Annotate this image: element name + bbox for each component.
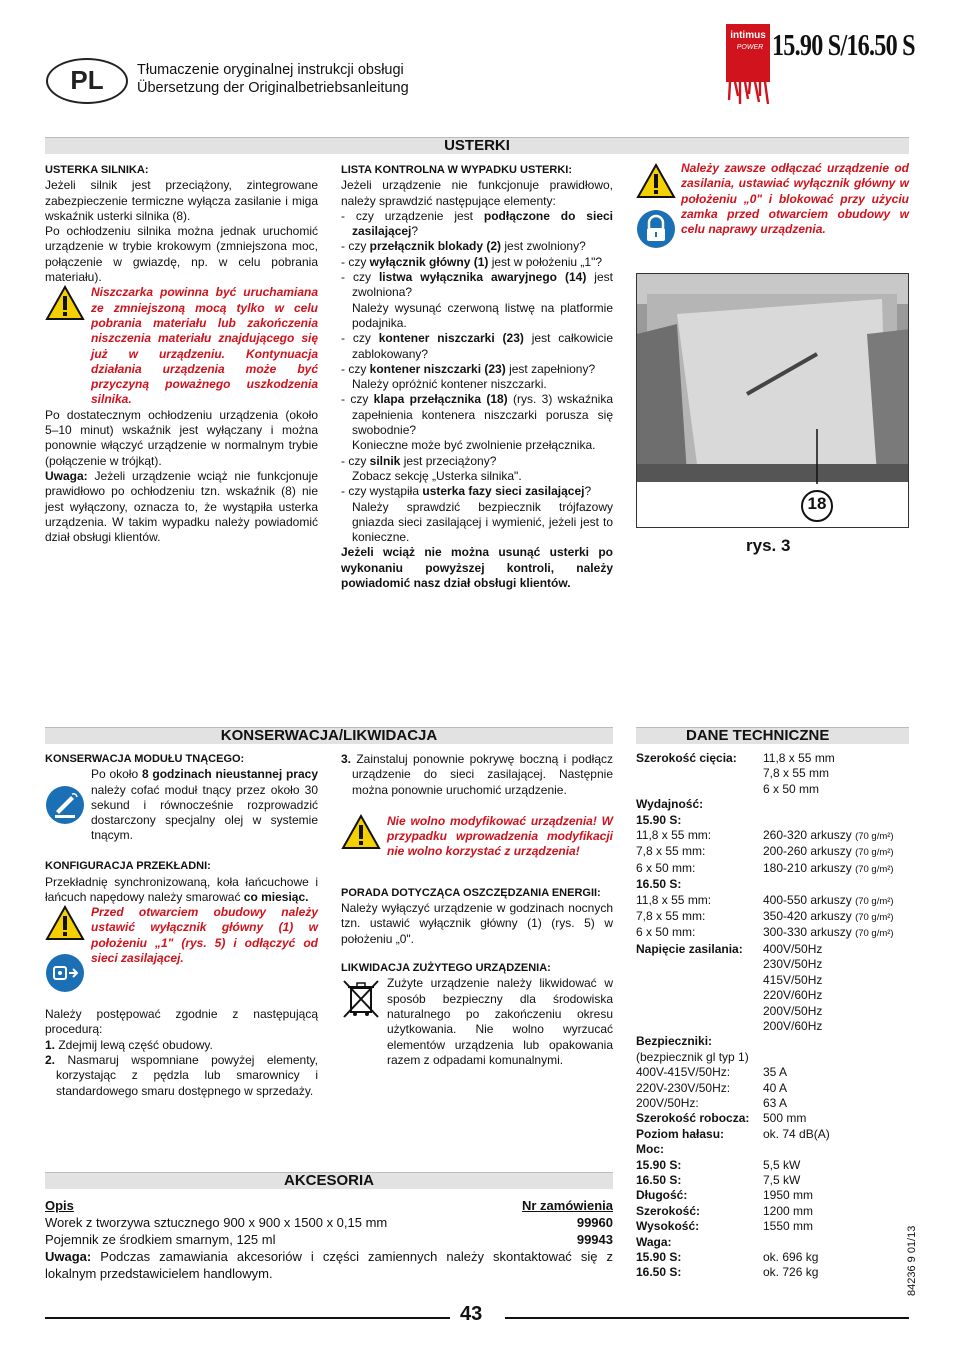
checklist-item-note: Należy opróżnić kontener niszczarki. (352, 377, 547, 392)
document-subtitle (137, 61, 409, 97)
tech-value (763, 1235, 894, 1250)
tech-label: 7,8 x 55 mm: (636, 844, 706, 859)
tech-value: 200V/60Hz (763, 1018, 823, 1033)
tech-label: 15.90 S: (636, 812, 682, 827)
checklist-item: - czy listwa wyłącznika awaryjnego (14) jest zwolniona? (341, 270, 613, 300)
tech-data-row (636, 1065, 894, 1080)
maintenance-right-column (341, 752, 613, 1068)
checklist-item: - czy wystąpiła usterka fazy sieci zasilającej? (341, 484, 592, 499)
figure-3-photo (636, 273, 909, 528)
tech-value: 5,5 kW (763, 1157, 801, 1172)
tech-data-row (636, 973, 894, 988)
tech-value: 415V/50Hz (763, 972, 823, 987)
tech-data-row (636, 1173, 894, 1188)
housing-warning-block (45, 905, 318, 1001)
footer-rule-right (505, 1317, 909, 1319)
accessory-row (45, 1231, 613, 1248)
tech-value: 500 mm (763, 1111, 807, 1126)
tech-data-row (636, 925, 894, 941)
warning-triangle-icon (636, 163, 676, 199)
tech-data-table (636, 751, 894, 1281)
tech-label: 16.50 S: (636, 1265, 682, 1280)
model-title: 15.90 S/16.50 S (772, 27, 915, 62)
tech-unit: (70 g/m²) (855, 847, 894, 859)
tech-value: 350-420 arkuszy (70 g/m²) (763, 909, 894, 924)
tech-data-row (636, 861, 894, 877)
tech-data-row (636, 1096, 894, 1111)
tech-value: 35 A (763, 1065, 788, 1080)
repair-warning-text: Należy zawsze odłączać urządzenie od zasilania, ustawiać wyłącznik główny w położeniu „0" i blokować przy użyciu zamka przed otwarciem obudowy w celu naprawy urządzenia. (681, 161, 909, 237)
tech-label (636, 973, 763, 988)
accessory-description: Worek z tworzywa sztucznego 900 x 900 x 1500 x 0,15 mm (45, 1215, 388, 1230)
checklist-intro: Jeżeli urządzenie nie funkcjonuje prawidłowo, należy sprawdzić następujące elementy: (341, 178, 613, 208)
tech-label: Wysokość: (636, 1219, 700, 1234)
tech-value: 1550 mm (763, 1219, 814, 1234)
tech-data-row (636, 1158, 894, 1173)
oil-maintenance-icon (45, 785, 85, 825)
photo-callout-18: 18 (807, 494, 827, 513)
gear-config-heading: KONFIGURACJA PRZEKŁADNI: (45, 860, 211, 873)
tech-value: 300-330 arkuszy (70 g/m²) (763, 925, 894, 940)
checklist-item: - czy kontener niszczarki (23) jest zapełniony? (341, 361, 596, 376)
tech-data-row (636, 957, 894, 972)
section-title-usterki: USTERKI (444, 137, 510, 154)
tech-data-row (636, 1019, 894, 1034)
tech-label: 11,8 x 55 mm: (636, 828, 712, 843)
tech-label: 16.50 S: (636, 1172, 682, 1187)
tech-label: 6 x 50 mm: (636, 925, 696, 940)
tech-unit: (70 g/m²) (855, 912, 894, 924)
tech-value: 1200 mm (763, 1203, 814, 1218)
checklist-item: - czy urządzenie jest podłączone do sieci zasilającej? (341, 208, 613, 239)
tech-value: 200V/50Hz (763, 1003, 823, 1018)
accessories-note: Uwaga: Podczas zamawiania akcesoriów i części zamiennych należy skontaktować się z lokalnym przedstawicielem handlowym. (45, 1249, 613, 1281)
cutting-module-text: Po około 8 godzinach nieustannej pracy należy cofać moduł tnący przez około 30 sekund i równocześnie rozprowadzić dostarczony specjalny olej w systemie tnącym. (91, 767, 318, 843)
warning-triangle-icon (45, 905, 85, 941)
section-title-akcesoria: AKCESORIA (283, 1172, 374, 1189)
cutting-module-heading: KONSERWACJA MODUŁU TNĄCEGO: (45, 753, 245, 765)
tech-data-row (636, 1250, 894, 1265)
tech-data-row (636, 877, 894, 892)
tech-label: Waga: (636, 1234, 672, 1249)
tech-value: ok. 74 dB(A) (763, 1126, 830, 1141)
tech-data-row (636, 828, 894, 844)
checklist-item: - czy silnik jest przeciążony? (341, 453, 497, 468)
tech-value: 200-260 arkuszy (70 g/m²) (763, 844, 894, 859)
checklist-item: - czy wyłącznik główny (1) jest w położeniu „1"? (341, 254, 603, 269)
tech-label: Długość: (636, 1188, 688, 1203)
tech-label: Poziom hałasu: (636, 1126, 725, 1141)
gear-config-text: Przekładnię synchronizowaną, koła łańcuchowe i łańcuch napędowy należy smarować co miesiąc. (45, 874, 318, 904)
checklist-final-note: Jeżeli wciąż nie można usunąć usterki po wykonaniu powyższej kontroli, należy powiadomić nasz dział obsługi klientów. (341, 545, 613, 591)
tech-label: 6 x 50 mm: (636, 860, 696, 875)
checklist-item: - czy kontener niszczarki (23) jest całkowicie zablokowany? (341, 331, 613, 361)
tech-label (636, 988, 763, 1003)
tech-value (763, 813, 894, 828)
tech-value (763, 1142, 894, 1157)
tech-label: (bezpiecznik gl typ 1) (636, 1049, 749, 1064)
maintenance-left-column (45, 752, 318, 1099)
motor-warning-block (45, 285, 318, 407)
tech-value (763, 797, 894, 812)
tech-value: 1950 mm (763, 1188, 814, 1203)
tech-value: 400V/50Hz (763, 941, 823, 956)
tech-data-row (636, 766, 894, 781)
accessories-table (45, 1197, 613, 1282)
tech-value: ok. 696 kg (763, 1250, 819, 1264)
accessory-description: Pojemnik ze środkiem smarnym, 125 ml (45, 1232, 276, 1247)
energy-tip-heading: PORADA DOTYCZĄCA OSZCZĘDZANIA ENERGII: (341, 886, 601, 899)
col-order-number: Nr zamówienia (521, 1198, 613, 1213)
subtitle-line-1: Tłumaczenie oryginalnej instrukcji obsługi (137, 62, 404, 78)
tech-data-row (636, 942, 894, 957)
motor-fault-paragraph-2: Po ochłodzeniu silnika można jednak uruchomić urządzenie w trybie krokowym (zmniejszona moc, połączenie w gwiazdę, np. w celu pobrania materiału). (45, 224, 318, 285)
tech-data-row (636, 1127, 894, 1142)
section-bar-tech-data (636, 727, 909, 744)
tech-data-row (636, 893, 894, 909)
cutting-module-block (45, 767, 318, 847)
accessory-row (45, 1214, 613, 1231)
tech-label (636, 766, 763, 781)
crossed-bin-icon (341, 978, 381, 1020)
fault-checklist-section (341, 163, 613, 591)
tech-data-row (636, 1111, 894, 1126)
disposal-text: Zużyte urządzenie należy likwidować w sposób bezpieczny dla środowiska naturalnego po zakończeniu okresu użytkowania. Nie wolno wyrzucać elementów urządzenia lub opakowania razem z odpadami komunalnymi. (387, 976, 613, 1067)
tech-data-row (636, 1004, 894, 1019)
section-bar-usterki (45, 137, 909, 154)
tech-value: 180-210 arkuszy (70 g/m²) (763, 860, 894, 875)
checklist-items (341, 209, 613, 546)
tech-value: 6 x 50 mm (763, 781, 820, 796)
tech-data-row (636, 1204, 894, 1219)
checklist-heading: LISTA KONTROLNA W WYPADKU USTERKI: (341, 164, 572, 176)
tech-value: 7,5 kW (763, 1172, 801, 1187)
tech-label: 220V-230V/50Hz: (636, 1080, 731, 1095)
tech-label: 15.90 S: (636, 1250, 682, 1264)
tech-data-row (636, 1188, 894, 1203)
unplug-icon (45, 953, 85, 993)
tech-data-row (636, 751, 894, 766)
tech-label: Moc: (636, 1142, 664, 1157)
svg-text:intimus: intimus (730, 30, 766, 41)
tech-value: 7,8 x 55 mm (763, 766, 830, 781)
modification-warning-block (341, 814, 613, 872)
tech-data-row (636, 1081, 894, 1096)
warning-triangle-icon (341, 814, 381, 850)
footer-rule-left (45, 1317, 450, 1319)
checklist-item-note: Należy sprawdzić bezpiecznik trójfazowy gniazda sieci zasilającej i wymienić, jeżeli jest to konieczne. (352, 499, 613, 545)
language-badge: PL (46, 58, 128, 104)
tech-data-row (636, 1219, 894, 1234)
tech-data-row (636, 844, 894, 860)
procedure-intro: Należy postępować zgodnie z następującą procedurą: (45, 1007, 318, 1037)
motor-warning-text: Niszczarka powinna być uruchamiana ze zmniejszoną mocą tylko w celu pobrania materiału lub zakończenia niszczenia materiału znajdującego się już w urządzeniu. Kontynuacja działania urządzenia może być przyczyną poważnego uszkodzenia silnika. (91, 285, 318, 407)
brand-logo (726, 24, 770, 108)
tech-label: Wydajność: (636, 797, 704, 812)
disposal-block (341, 976, 613, 1068)
procedure-step-3: 3. Zainstaluj ponownie pokrywę boczną i podłącz urządzenie do sieci zasilającej. Następnie można ponownie uruchomić urządzenie. (341, 752, 613, 797)
tech-data-row (636, 1050, 894, 1065)
tech-unit: (70 g/m²) (855, 863, 894, 875)
accessories-header-row (45, 1197, 613, 1214)
tech-label: 200V/50Hz: (636, 1095, 699, 1110)
motor-fault-heading: USTERKA SILNIKA: (45, 164, 149, 176)
tech-data-row (636, 813, 894, 828)
section-bar-konserwacja (45, 727, 613, 744)
tech-data-row (636, 797, 894, 812)
accessory-order-number: 99943 (576, 1232, 613, 1247)
tech-data-row (636, 1265, 894, 1280)
energy-tip-text: Należy wyłączyć urządzenie w godzinach nocnych tzn. ustawić wyłącznik główny (1) (rys. 5) w położeniu „0". (341, 901, 613, 946)
tech-value (763, 1050, 894, 1065)
accessory-order-number: 99960 (576, 1215, 613, 1230)
tech-value: 11,8 x 55 mm (763, 751, 835, 765)
col-description: Opis (45, 1198, 74, 1213)
tech-value: 230V/50Hz (763, 957, 823, 972)
housing-warning-text: Przed otwarciem obudowy należy ustawić wyłącznik główny (1) w położeniu „1" (rys. 5) i odłączyć od sieci zasilającej. (91, 905, 318, 966)
subtitle-line-2: Übersetzung der Originalbetriebsanleitung (137, 80, 409, 96)
tech-value: 63 A (763, 1095, 788, 1110)
tech-label (636, 1019, 763, 1034)
checklist-item: - czy klapa przełącznika (18) (rys. 3) wskaźnika zapełnienia kontenera niszczarki porusza się swobodnie? (341, 392, 613, 438)
tech-label: Bezpieczniki: (636, 1034, 713, 1049)
tech-label: 16.50 S: (636, 877, 682, 892)
tech-value: ok. 726 kg (763, 1265, 819, 1280)
tech-value: 220V/60Hz (763, 988, 823, 1003)
tech-label: Szerokość: (636, 1203, 701, 1218)
motor-fault-paragraph-3: Po dostatecznym ochłodzeniu urządzenia (około 5–10 minut) wskaźnik jest wyłączany i można ponownie włączyć urządzenie w normalnym trybie (połączenie w trójkąt). (45, 407, 318, 468)
tech-value: 40 A (763, 1080, 788, 1095)
tech-label: 15.90 S: (636, 1157, 682, 1172)
tech-value (763, 1034, 894, 1049)
checklist-item-note: Należy wysunąć czerwoną listwę na platformie podajnika. (352, 300, 613, 330)
tech-data-row (636, 782, 894, 797)
motor-fault-section (45, 163, 318, 545)
tech-label: Szerokość cięcia: (636, 751, 737, 765)
page-number: 43 (460, 1303, 483, 1325)
disposal-heading: LIKWIDACJA ZUŻYTEGO URZĄDZENIA: (341, 962, 551, 975)
tech-label (636, 957, 763, 972)
document-id: 84236 9 01/13 (906, 1225, 918, 1296)
motor-fault-paragraph-1: Jeżeli silnik jest przeciążony, zintegrowane zabezpieczenie termiczne wyłącza zasilanie i miga wskaźnik usterki silnika (8). (45, 178, 318, 223)
section-bar-akcesoria (45, 1172, 613, 1189)
tech-label: 400V-415V/50Hz: (636, 1065, 731, 1080)
motor-note-text: Jeżeli urządzenie wciąż nie funkcjonuje prawidłowo po ochłodzeniu tzn. wskaźnik (8) nie jest wyłączony, oznacza to, że wystąpiła usterka urządzenia. W takim wypadku należy powiadomić dział obsługi klientów. (45, 468, 318, 545)
tech-data-row (636, 1235, 894, 1250)
tech-label: 11,8 x 55 mm: (636, 892, 712, 907)
procedure-step-2: 2. Nasmaruj wspomniane powyżej elementy, korzystając z pędzla lub smarownicy i standardowego smaru dostępnego w sprzedaży. (45, 1053, 318, 1098)
section-title-tech-data: DANE TECHNICZNE (686, 727, 830, 744)
tech-data-row (636, 1034, 894, 1049)
tech-label: Szerokość robocza: (636, 1111, 750, 1126)
tech-value: 260-320 arkuszy (70 g/m²) (763, 828, 894, 843)
tech-unit: (70 g/m²) (855, 831, 894, 843)
checklist-item-note: Konieczne może być zwolnienie przełącznika. (352, 438, 596, 453)
tech-value (763, 877, 894, 892)
tech-value: 400-550 arkuszy (70 g/m²) (763, 892, 894, 907)
tech-label (636, 782, 763, 797)
svg-text:POWER: POWER (736, 44, 764, 51)
repair-warning-block (636, 161, 909, 237)
tech-label: 7,8 x 55 mm: (636, 909, 706, 924)
tech-label (636, 1004, 763, 1019)
procedure-step-1: 1. Zdejmij lewą część obudowy. (45, 1037, 213, 1052)
checklist-item-note: Zobacz sekcję „Usterka silnika". (352, 468, 522, 483)
modification-warning-text: Nie wolno modyfikować urządzenia! W przypadku wprowadzenia modyfikacji nie wolno korzystać z urządzenia! (387, 813, 613, 859)
tech-data-row (636, 1142, 894, 1157)
motor-note-label: Uwaga: (45, 468, 88, 483)
tech-data-row (636, 909, 894, 925)
tech-unit: (70 g/m²) (855, 928, 894, 940)
tech-unit: (70 g/m²) (855, 895, 894, 907)
figure-3-caption: rys. 3 (746, 536, 791, 555)
motor-fault-note (45, 469, 318, 545)
checklist-item: - czy przełącznik blokady (2) jest zwolniony? (341, 239, 586, 254)
tech-label: Napięcie zasilania: (636, 941, 743, 956)
lock-icon (636, 209, 676, 249)
section-title-konserwacja: KONSERWACJA/LIKWIDACJA (220, 727, 438, 744)
tech-data-row (636, 988, 894, 1003)
warning-triangle-icon (45, 285, 85, 321)
